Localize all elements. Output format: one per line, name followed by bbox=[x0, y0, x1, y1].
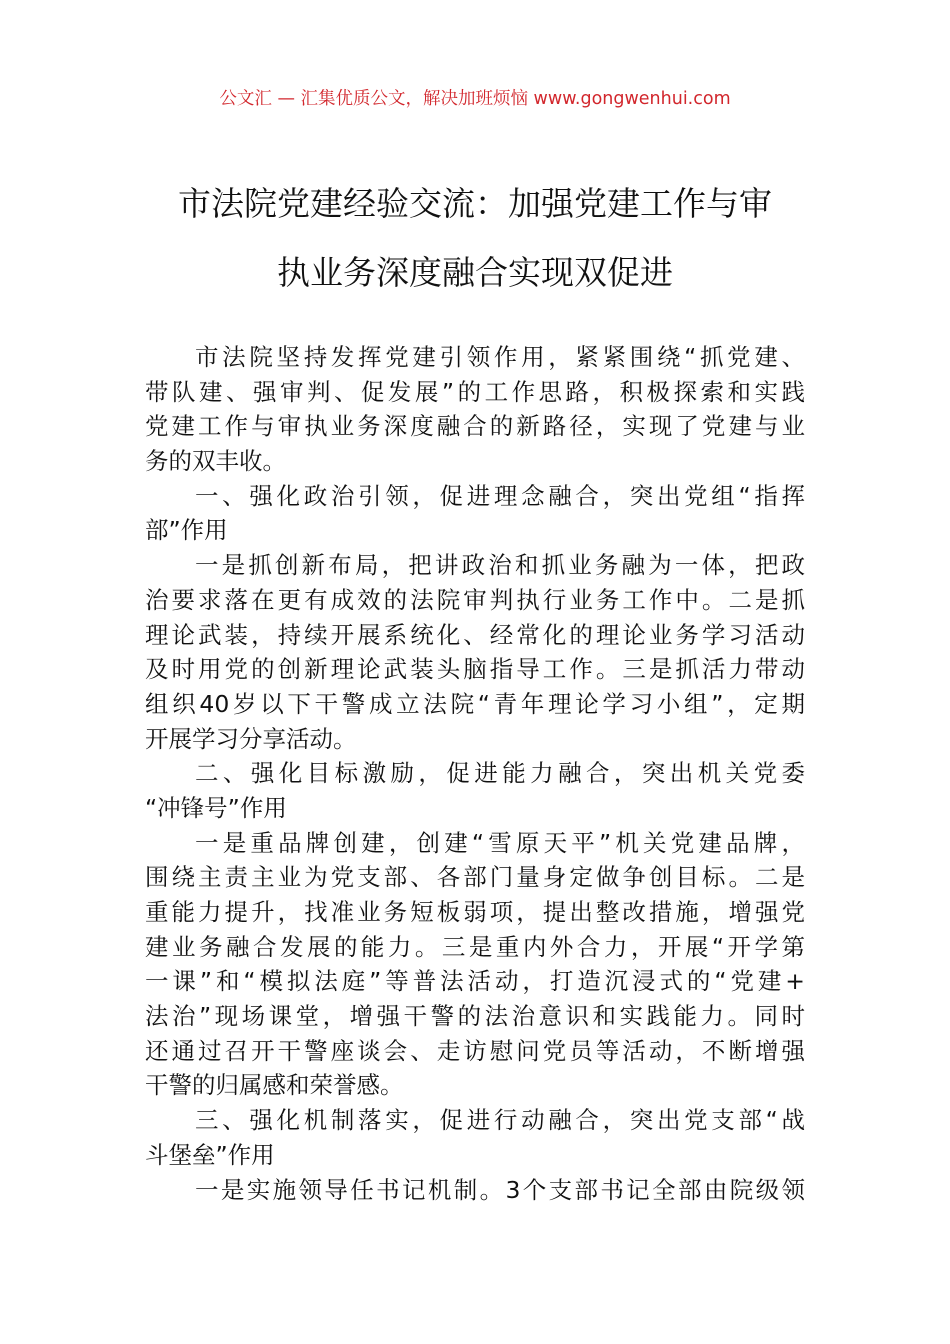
paragraph-line: 开展学习分享活动。 bbox=[145, 724, 357, 753]
paragraph-line: 干警的归属感和荣誉感。 bbox=[145, 1071, 404, 1100]
paragraph-line: 重能力提升，找准业务短板弱项，提出整改措施，增强党 bbox=[145, 898, 805, 926]
paragraph-line: 治要求落在更有成效的法院审判执行业务工作中。二是抓 bbox=[145, 585, 805, 614]
paragraph-line: 一、强化政治引领，促进理念融合，突出党组“指挥 bbox=[195, 481, 805, 510]
paragraph-line: 二、强化目标激励，促进能力融合，突出机关党委 bbox=[195, 759, 805, 788]
paragraph-line: “冲锋号”作用 bbox=[145, 793, 287, 822]
paragraph-line: 市法院坚持发挥党建引领作用，紧紧围绕“抓党建、 bbox=[195, 343, 805, 371]
paragraph-line: 务的双丰收。 bbox=[145, 447, 286, 476]
paragraph-line: 党建工作与审执业务深度融合的新路径，实现了党建与业 bbox=[145, 412, 805, 441]
paragraph-line: 建业务融合发展的能力。三是重内外合力，开展“开学第 bbox=[145, 932, 805, 961]
paragraph-line: 法治”现场课堂，增强干警的法治意识和实践能力。同时 bbox=[145, 1002, 805, 1031]
paragraph-line: 一是抓创新布局，把讲政治和抓业务融为一体，把政 bbox=[195, 551, 805, 580]
paragraph-line: 一课”和“模拟法庭”等普法活动，打造沉浸式的“党建+ bbox=[145, 967, 805, 996]
paragraph-line: 及时用党的创新理论武装头脑指导工作。三是抓活力带动 bbox=[145, 655, 805, 684]
document-body bbox=[145, 340, 805, 1207]
document-title-line-1: 市法院党建经验交流：加强党建工作与审 bbox=[178, 184, 772, 223]
paragraph-line: 围绕主责主业为党支部、各部门量身定做争创目标。二是 bbox=[145, 863, 805, 892]
paragraph-line: 三、强化机制落实，促进行动融合，突出党支部“战 bbox=[195, 1106, 805, 1135]
document-title-line-2: 执业务深度融合实现双促进 bbox=[277, 253, 673, 292]
paragraph-line: 一是实施领导任书记机制。3个支部书记全部由院级领 bbox=[195, 1175, 805, 1204]
watermark-header: 公文汇 — 汇集优质公文，解决加班烦恼 www.gongwenhui.com bbox=[219, 89, 731, 109]
paragraph-line: 一是重品牌创建，创建“雪原天平”机关党建品牌， bbox=[195, 828, 805, 857]
paragraph-line: 还通过召开干警座谈会、走访慰问党员等活动，不断增强 bbox=[145, 1036, 805, 1065]
paragraph-line: 斗堡垒”作用 bbox=[145, 1140, 275, 1169]
paragraph-line: 理论武装，持续开展系统化、经常化的理论业务学习活动 bbox=[145, 620, 805, 649]
paragraph-line: 部”作用 bbox=[145, 516, 228, 545]
paragraph-line: 带队建、强审判、促发展”的工作思路，积极探索和实践 bbox=[145, 377, 805, 406]
paragraph-line: 组织40岁以下干警成立法院“青年理论学习小组”，定期 bbox=[145, 689, 805, 718]
